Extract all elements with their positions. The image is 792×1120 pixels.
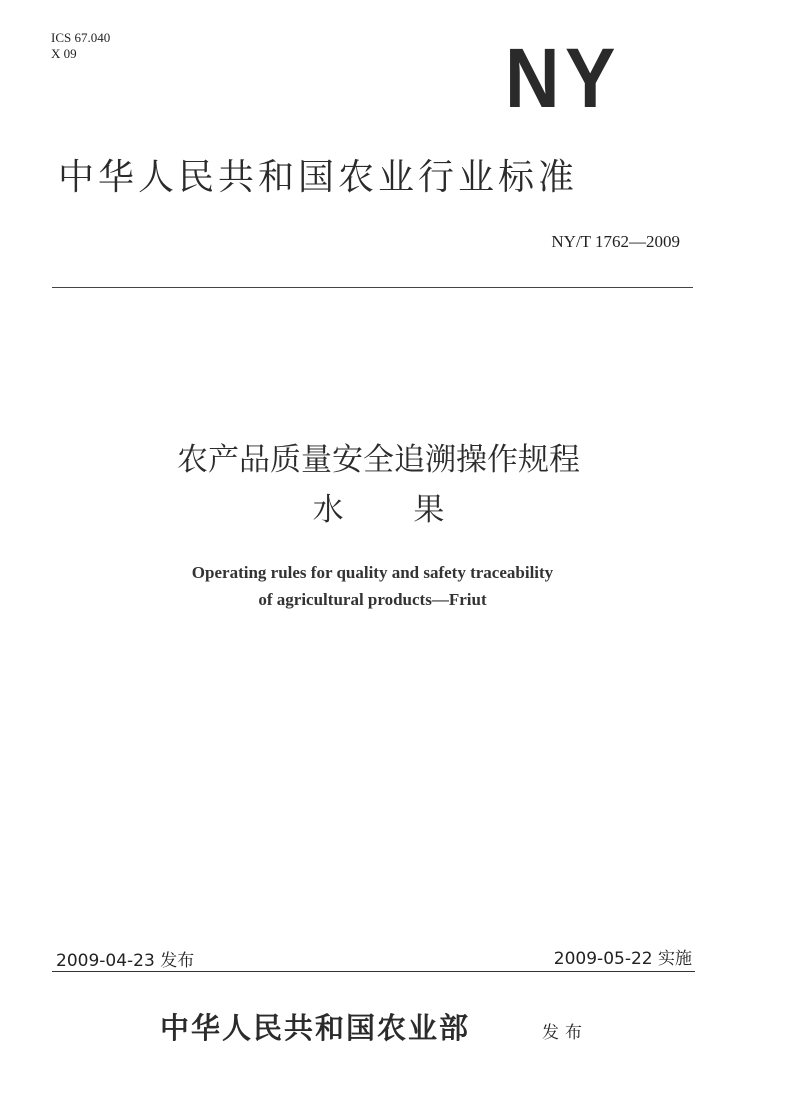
footer-divider: [52, 971, 695, 972]
issuing-authority-suffix: 发布: [542, 1023, 588, 1043]
header-divider: [52, 287, 693, 288]
implementation-date: 2009-05-22 实施: [553, 949, 692, 969]
ics-code: ICS 67.040: [51, 30, 111, 45]
document-title-english-line1: Operating rules for quality and safety traceability: [191, 563, 554, 582]
standard-number: NY/T 1762—2009: [551, 232, 680, 251]
ny-logo: NY: [505, 31, 621, 125]
issue-date: 2009-04-23 发布: [56, 951, 195, 971]
document-title-chinese: 农产品质量安全追溯操作规程: [177, 442, 580, 478]
category-code: X 09: [51, 46, 77, 61]
issuing-authority: 中华人民共和国农业部: [160, 1011, 471, 1045]
classification-codes: [51, 30, 110, 62]
document-title-english-line2: of agricultural products—Friut: [258, 590, 487, 609]
standard-type-heading: 中华人民共和国农业行业标准: [58, 157, 579, 198]
document-subtitle-chinese: 水 果: [312, 492, 445, 528]
